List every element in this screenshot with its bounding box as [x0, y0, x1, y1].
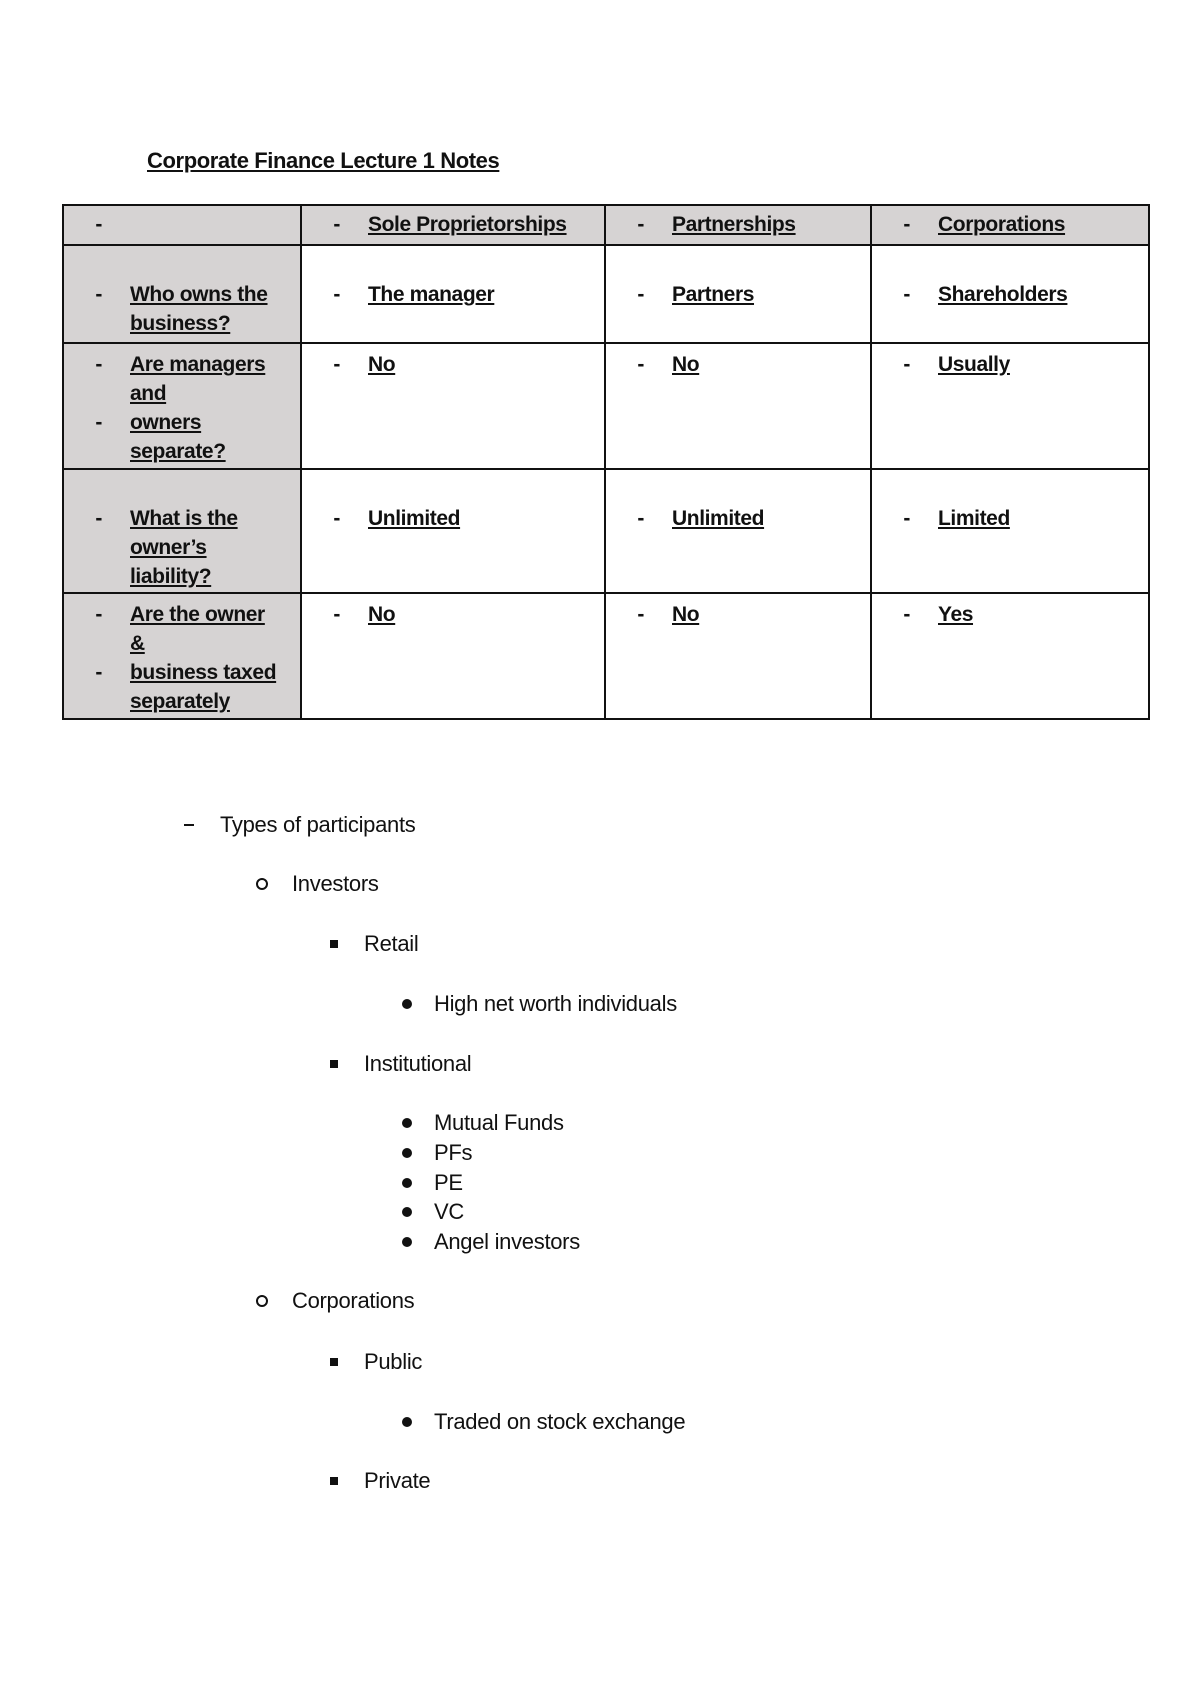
list-item-label: Corporations [292, 1288, 415, 1313]
list-item [330, 1349, 422, 1375]
value-text: Limited [938, 507, 1010, 530]
document-title: Corporate Finance Lecture 1 Notes [147, 148, 500, 173]
dash: - [95, 411, 102, 434]
value-text: Unlimited [368, 507, 461, 530]
dash: - [333, 507, 340, 530]
circle-bullet-icon [256, 878, 268, 890]
value-text: No [672, 353, 700, 376]
value-text: Partners [672, 283, 755, 306]
list-item-label: Angel investors [434, 1229, 580, 1254]
list-item [402, 1199, 464, 1225]
value-text: Shareholders [938, 283, 1068, 306]
list-item-label: Mutual Funds [434, 1110, 564, 1135]
square-bullet-icon [330, 1358, 338, 1366]
list-item-label: PFs [434, 1140, 473, 1165]
dash: - [95, 507, 102, 530]
question-text: Are managers and [130, 353, 266, 405]
dash: - [637, 353, 644, 376]
dot-bullet-icon [402, 1207, 412, 1217]
dash: - [903, 603, 910, 626]
dash: - [903, 353, 910, 376]
value-text: No [368, 353, 396, 376]
header-label: Sole Proprietorships [368, 213, 567, 236]
list-item [402, 1229, 580, 1255]
dash: - [333, 353, 340, 376]
list-item-label: VC [434, 1199, 464, 1224]
header-label: Partnerships [672, 213, 796, 236]
dash: - [637, 603, 644, 626]
dot-bullet-icon [402, 1417, 412, 1427]
dash: - [333, 213, 340, 236]
dot-bullet-icon [402, 1237, 412, 1247]
value-text: No [368, 603, 396, 626]
outline-heading: Types of participants [220, 812, 416, 837]
dash: - [95, 353, 102, 376]
dash: - [333, 283, 340, 306]
square-bullet-icon [330, 1060, 338, 1068]
circle-bullet-icon [256, 1295, 268, 1307]
dash: - [903, 213, 910, 236]
list-item-label: Investors [292, 871, 379, 896]
list-item-label: Retail [364, 931, 419, 956]
value-text: Yes [938, 603, 974, 626]
list-item [402, 1140, 472, 1166]
dash: - [637, 283, 644, 306]
question-text: What is the owner’s liability? [130, 507, 238, 588]
dash: - [333, 603, 340, 626]
value-text: Unlimited [672, 507, 765, 530]
list-item [330, 931, 418, 957]
list-item-label: Traded on stock exchange [434, 1409, 686, 1434]
question-text: business taxed separately [130, 661, 277, 713]
list-item [330, 1051, 471, 1077]
list-item-label: High net worth individuals [434, 991, 677, 1016]
dash: - [637, 213, 644, 236]
dash: - [903, 283, 910, 306]
list-item [402, 1409, 685, 1435]
value-text: Usually [938, 353, 1010, 376]
dash: - [95, 213, 102, 236]
list-item [256, 1288, 414, 1314]
list-item-label: Public [364, 1349, 423, 1374]
question-text: Are the owner & [130, 603, 265, 655]
dot-bullet-icon [402, 1118, 412, 1128]
value-text: No [672, 603, 700, 626]
list-item [402, 1110, 564, 1136]
dot-bullet-icon [402, 1178, 412, 1188]
dash: - [95, 603, 102, 626]
list-item [402, 1170, 463, 1196]
header-label: Corporations [938, 213, 1066, 236]
list-item-label: Private [364, 1468, 431, 1493]
list-item [402, 991, 677, 1017]
square-bullet-icon [330, 1477, 338, 1485]
list-item-label: Institutional [364, 1051, 472, 1076]
dash: - [95, 661, 102, 684]
question-text: owners separate? [130, 411, 226, 463]
dash: - [903, 507, 910, 530]
dot-bullet-icon [402, 1148, 412, 1158]
dot-bullet-icon [402, 999, 412, 1009]
square-bullet-icon [330, 940, 338, 948]
dash: - [95, 283, 102, 306]
list-item-label: PE [434, 1170, 463, 1195]
dash-bullet-icon [184, 824, 194, 826]
list-item [256, 871, 379, 897]
question-text: Who owns the business? [130, 283, 268, 335]
value-text: The manager [368, 283, 495, 306]
list-item [330, 1468, 430, 1494]
list-item [184, 812, 415, 838]
dash: - [637, 507, 644, 530]
